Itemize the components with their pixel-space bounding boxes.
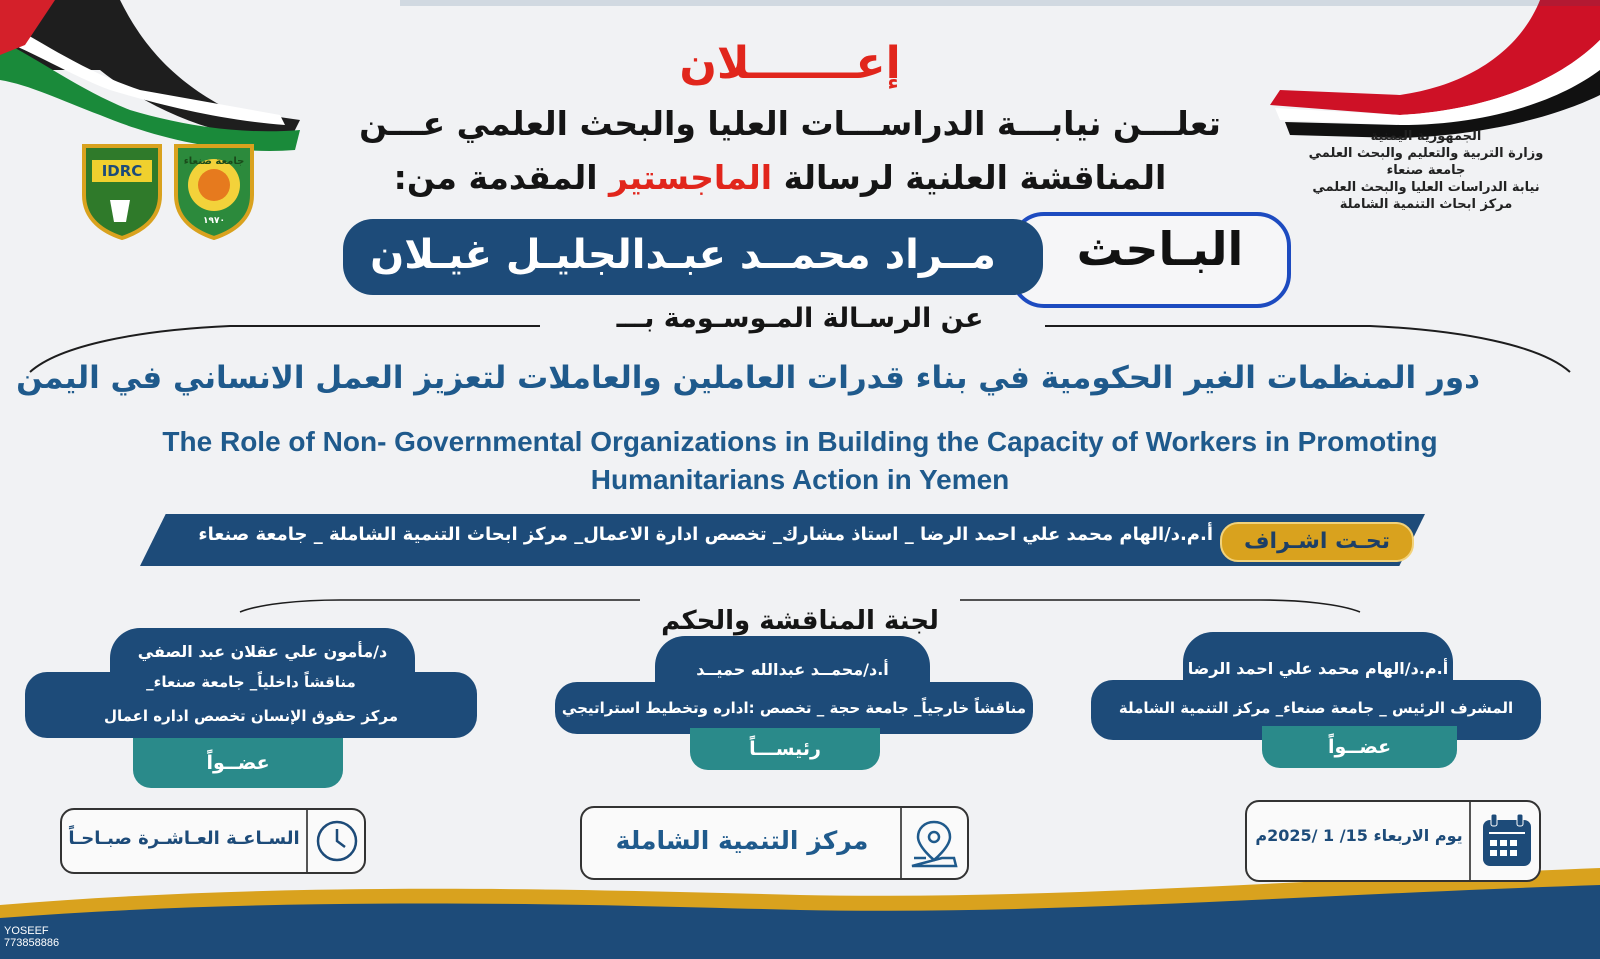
committee-title: لجنة المناقشة والحكم — [661, 606, 939, 636]
researcher-label: البـاحث — [1076, 222, 1244, 276]
thesis-title-english-1: The Role of Non- Governmental Organizations in Building the Capacity of Workers in Promoting — [162, 426, 1438, 457]
announcement-line-1: تعلـــن نيابـــة الدراســـات العليا والبحث العلمي عـــن — [359, 104, 1221, 143]
sanaa-logo-year: ١٩٧٠ — [203, 216, 225, 226]
line2-pre: المناقشة العلنية لرسالة — [772, 158, 1167, 197]
thesis-intro: عن الرسـالة المـوسـومة بـــ — [616, 303, 984, 334]
idrc-logo-text: IDRC — [101, 162, 143, 180]
thesis-title-arabic: دور المنظمات الغير الحكومية في بناء قدرات العاملين والعاملات لتعزيز العمل الانساني في اليمن — [16, 360, 1480, 396]
institution-line: مركز ابحاث التنمية الشاملة — [1339, 197, 1513, 212]
institution-block — [1296, 128, 1556, 213]
thesis-title-english-2: Humanitarians Action in Yemen — [590, 464, 1010, 495]
member-details: مناقشاً خارجياً_ جامعة حجة _ تخصص :اداره وتخطيط استراتيجي — [561, 699, 1027, 717]
time-text: السـاعـة العـاشـرة صبـاحـاً — [68, 828, 300, 849]
announcement-title: إعـــــــلان — [679, 38, 901, 89]
date-text: يوم الاربعاء 15/ 1 /2025م — [1255, 826, 1463, 845]
sanaa-university-logo — [172, 140, 256, 240]
yemen-flag-ribbon — [1270, 0, 1600, 138]
place-box — [580, 806, 969, 880]
member-name: د/مأمون علي عقلان عبد الصفي — [137, 642, 388, 661]
location-pin-icon — [908, 816, 960, 870]
member-details: مركز حقوق الإنسان تخصص اداره اعمال — [103, 707, 399, 725]
date-box — [1245, 800, 1541, 882]
researcher-name: مــراد محمــد عبـدالجليـل غيـلان — [370, 232, 996, 278]
member-name: أ.د/محمــد عبدالله حميــد — [696, 660, 889, 679]
member-details: المشرف الرئيس _ جامعة صنعاء_ مركز التنمية الشاملة — [1118, 699, 1514, 717]
supervisor-text: أ.م.د/الهام محمد علي احمد الرضا _ استاذ مشارك_ تخصص ادارة الاعمال_ مركز ابحاث التنمية الشاملة _ جامعة صنعاء — [198, 524, 1213, 545]
institution-line: نيابة الدراسات العليا والبحث العلمي — [1312, 180, 1540, 195]
member-role-badge: عضــواً — [1262, 726, 1457, 768]
member-role-badge: رئيســـاً — [690, 728, 880, 770]
designer-phone: 773858886 — [4, 937, 60, 949]
time-box — [60, 808, 366, 874]
idrc-logo — [80, 140, 164, 240]
palestine-flag-ribbon — [0, 0, 300, 151]
designer-name: YOSEEF — [4, 925, 49, 937]
institution-line: وزارة التربية والتعليم والبحث العلمي — [1308, 146, 1544, 161]
degree-highlight: الماجستير — [609, 158, 773, 197]
designer-credit — [4, 925, 59, 949]
sanaa-logo-text: جامعة صنعاء — [183, 156, 245, 167]
announcement-line-2 — [380, 158, 1180, 197]
line2-post: المقدمة من: — [393, 158, 610, 197]
member-role-badge: عضــواً — [133, 738, 343, 788]
member-details: مناقشاً داخلياً_ جامعة صنعاء_ — [146, 673, 356, 691]
member-name: أ.م.د/الهام محمد علي احمد الرضا — [1187, 659, 1449, 678]
supervision-label: تحـت اشـراف — [1220, 522, 1414, 562]
institution-line: جامعة صنعاء — [1386, 163, 1466, 178]
clock-icon — [314, 818, 360, 864]
institution-line: الجمهورية اليمنية — [1370, 129, 1482, 144]
place-text: مركز التنمية الشاملة — [615, 826, 869, 855]
calendar-icon — [1479, 812, 1535, 870]
